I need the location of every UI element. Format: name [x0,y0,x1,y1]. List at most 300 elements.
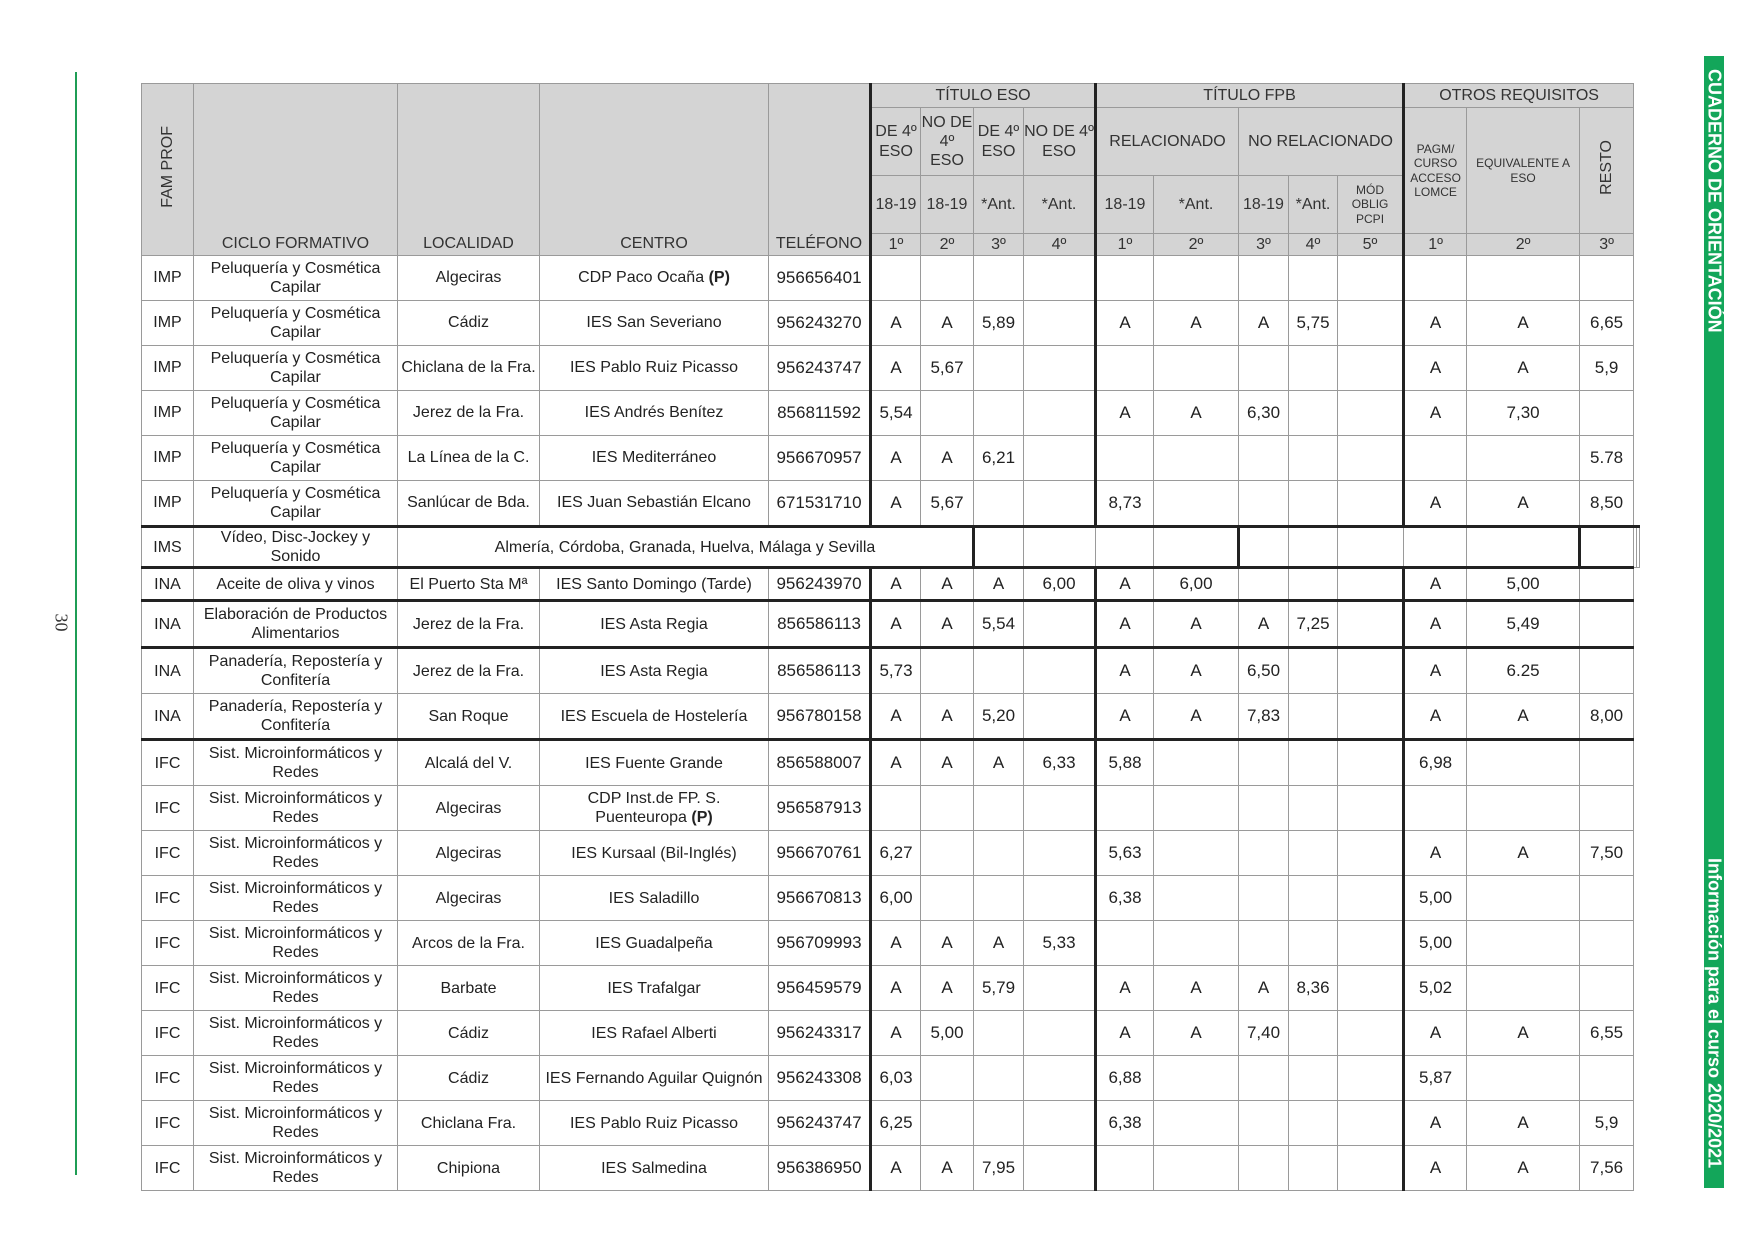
table-row [142,921,1640,966]
cell-telefono: 671531710 [769,481,871,527]
cell-centro [540,1011,769,1056]
cell-grade: A [871,301,921,346]
centro-name: IES Pablo Ruiz Picasso [569,1114,739,1132]
cell-grade: 6,00 [1154,568,1239,601]
header-relacionado: RELACIONADO [1096,108,1239,176]
cell-grade: A [1154,601,1239,648]
cell-grade [1580,568,1634,601]
cell-grade: 5,49 [1467,601,1580,648]
cell-grade [1580,527,1634,568]
cell-telefono: 856811592 [769,391,871,436]
cell-telefono: 956243747 [769,346,871,391]
cell-centro [540,1101,769,1146]
header-centro: CENTRO [540,84,769,256]
cell-grade [921,391,974,436]
cell-grade [1024,1056,1096,1101]
cell-ciclo: Aceite de oliva y vinos [194,568,398,601]
cell-localidad: Jerez de la Fra. [398,648,540,694]
cell-grade [871,256,921,301]
cell-fam: IFC [142,786,194,831]
cell-grade [1096,346,1154,391]
cell-grade [974,527,1024,568]
cell-telefono: 956243970 [769,568,871,601]
cell-grade: 7,83 [1239,694,1289,740]
header-fam-prof: FAM PROF [142,84,194,256]
cell-grade [1239,921,1289,966]
ordinal: 4º [1289,234,1338,256]
cell-grade [1239,831,1289,876]
cell-grade: 6,55 [1580,1011,1634,1056]
side-band-course: Información para el curso 2020/2021 [1704,857,1725,1169]
cell-grade [1289,921,1338,966]
cell-grade [1338,740,1404,786]
cell-other-provinces: Almería, Córdoba, Granada, Huelva, Málaga y Sevilla [398,527,974,568]
table-row [142,527,1640,568]
cell-grade [1404,436,1467,481]
cell-grade: A [921,740,974,786]
cell-grade [1580,601,1634,648]
cell-grade [1404,256,1467,301]
cell-grade [1024,876,1096,921]
cell-grade: A [1096,601,1154,648]
header-eso-de4-b: DE 4º ESO [974,108,1024,176]
cell-localidad: Algeciras [398,256,540,301]
cell-grade [1338,481,1404,527]
cell-grade [1289,876,1338,921]
cell-grade: A [1096,301,1154,346]
cell-grade [1154,740,1239,786]
cell-grade [1154,1056,1239,1101]
cell-grade: 6,98 [1404,740,1467,786]
cell-centro [540,256,769,301]
cell-grade [1239,876,1289,921]
table-row [142,1146,1640,1191]
ordinal: 3º [974,234,1024,256]
centro-name: IES Juan Sebastián Elcano [557,494,751,512]
cell-telefono: 956670957 [769,436,871,481]
cell-grade [1289,1146,1338,1191]
centro-private-tag: (P) [708,269,730,287]
cell-localidad: La Línea de la C. [398,436,540,481]
cell-grade [1239,436,1289,481]
cell-grade [1024,256,1096,301]
cell-grade: 6,25 [871,1101,921,1146]
cell-grade [1154,436,1239,481]
cell-grade [1024,1011,1096,1056]
header-titulo-eso: TÍTULO ESO [871,84,1096,108]
cell-grade: A [1404,1011,1467,1056]
cell-grade: 6,38 [1096,876,1154,921]
cell-fam: IFC [142,1146,194,1191]
cell-grade [1024,527,1096,568]
cell-grade: A [871,694,921,740]
centro-name: IES Guadalpeña [595,934,713,952]
cell-grade [1154,256,1239,301]
cell-telefono: 856586113 [769,648,871,694]
cell-centro [540,966,769,1011]
cell-ciclo: Sist. Microinformáticos y Redes [194,831,398,876]
table-row [142,601,1640,648]
cell-grade [1404,786,1467,831]
cell-grade: 6,03 [871,1056,921,1101]
cell-ciclo: Peluquería y Cosmética Capilar [194,301,398,346]
centro-name: IES Rafael Alberti [591,1024,717,1042]
header-otros-requisitos: OTROS REQUISITOS [1404,84,1634,108]
cell-grade: 7,25 [1289,601,1338,648]
header-telefono: TELÉFONO [769,84,871,256]
cell-ciclo: Vídeo, Disc-Jockey y Sonido [194,527,398,568]
centro-private-tag: (P) [691,809,713,827]
cell-grade: A [871,1146,921,1191]
cell-grade [974,876,1024,921]
ordinal: 3º [1580,234,1634,256]
cell-grade: A [871,921,921,966]
cell-grade: A [921,568,974,601]
header-year-5: 18-19 [1096,176,1154,234]
cell-grade: A [921,921,974,966]
ordinal: 5º [1338,234,1404,256]
cell-grade [1239,1146,1289,1191]
cell-grade [921,786,974,831]
cell-grade [974,1056,1024,1101]
cell-grade [1096,1146,1154,1191]
cell-grade [1338,1101,1404,1146]
cell-grade [974,831,1024,876]
cell-fam: IMP [142,391,194,436]
cell-fam: IMP [142,256,194,301]
cell-grade: A [1154,648,1239,694]
header-ant-4: *Ant. [1024,176,1096,234]
cell-grade [1338,648,1404,694]
cell-grade [1096,527,1154,568]
cell-grade: 5,02 [1404,966,1467,1011]
cell-fam: IFC [142,831,194,876]
cell-fam: INA [142,601,194,648]
centro-name: IES Fuente Grande [585,754,723,772]
cell-fam: IFC [142,921,194,966]
cell-grade [1024,966,1096,1011]
cell-grade: A [1404,694,1467,740]
cell-grade: A [921,1146,974,1191]
cell-grade [1239,346,1289,391]
table-row [142,391,1640,436]
cell-grade [1024,601,1096,648]
cell-grade [1338,1146,1404,1191]
centro-name: IES Asta Regia [600,615,708,633]
cell-fam: INA [142,568,194,601]
page-number: 30 [51,613,72,632]
centro-name: IES Trafalgar [607,979,701,997]
cell-grade: A [1096,391,1154,436]
cell-grade [921,1056,974,1101]
cell-grade: 5,79 [974,966,1024,1011]
cell-grade: A [1467,694,1580,740]
cell-grade [1580,256,1634,301]
header-eso-de4-a: DE 4º ESO [871,108,921,176]
cell-grade [1467,527,1580,568]
cell-grade [1154,786,1239,831]
cell-grade: A [1239,301,1289,346]
cell-grade: A [871,568,921,601]
cell-grade: 6,30 [1239,391,1289,436]
cell-fam: INA [142,648,194,694]
cell-grade: A [1096,966,1154,1011]
cell-grade [1580,921,1634,966]
side-band-title: CUADERNO DE ORIENTACIÓN [1704,69,1725,333]
cell-grade [1289,740,1338,786]
cell-localidad: Cádiz [398,1056,540,1101]
cell-telefono: 856588007 [769,740,871,786]
centro-name: CDP Inst.de FP. S. Puenteuropa [587,790,721,827]
cell-grade: A [921,301,974,346]
cell-grade: 6,21 [974,436,1024,481]
cell-grade [1154,346,1239,391]
cell-grade: A [1467,346,1580,391]
cell-grade [1289,568,1338,601]
cell-ciclo: Sist. Microinformáticos y Redes [194,1056,398,1101]
centro-name: IES Andrés Benítez [584,404,724,422]
cell-grade: A [1096,694,1154,740]
cell-telefono: 956386950 [769,1146,871,1191]
cell-ciclo: Sist. Microinformáticos y Redes [194,740,398,786]
cell-grade: 5,87 [1404,1056,1467,1101]
cell-grade [1289,694,1338,740]
cell-fam: IFC [142,876,194,921]
cell-localidad: Jerez de la Fra. [398,391,540,436]
cell-grade: A [1404,1146,1467,1191]
cell-grade: 8,73 [1096,481,1154,527]
ordinal: 1º [871,234,921,256]
cell-grade [1289,436,1338,481]
cell-grade [1580,786,1634,831]
centro-name: IES Santo Domingo (Tarde) [556,575,752,593]
cell-grade: A [1467,831,1580,876]
header-localidad: LOCALIDAD [398,84,540,256]
table-row [142,301,1640,346]
cell-grade [1338,301,1404,346]
table-row [142,346,1640,391]
table-row [142,481,1640,527]
cell-grade: A [1096,1011,1154,1056]
cell-grade: 6,00 [871,876,921,921]
cell-grade [1154,1101,1239,1146]
cell-centro [540,740,769,786]
cell-ciclo: Panadería, Repostería y Confitería [194,694,398,740]
centro-name: IES San Severiano [586,314,722,332]
cell-grade: A [871,1011,921,1056]
cell-grade: 5,9 [1580,346,1634,391]
cell-grade: A [871,346,921,391]
cell-grade [1580,740,1634,786]
cell-ciclo: Peluquería y Cosmética Capilar [194,436,398,481]
cell-grade [1580,876,1634,921]
header-year-7: 18-19 [1239,176,1289,234]
cell-grade [1289,527,1338,568]
cell-grade: A [871,966,921,1011]
cell-localidad: San Roque [398,694,540,740]
cell-grade [1289,256,1338,301]
header-year-2: 18-19 [921,176,974,234]
cell-grade: 5,00 [1467,568,1580,601]
cell-centro [540,876,769,921]
cell-grade: A [1404,568,1467,601]
cell-grade: A [1467,1011,1580,1056]
cell-grade [1467,876,1580,921]
cell-telefono: 956459579 [769,966,871,1011]
centro-name: IES Asta Regia [600,662,708,680]
cell-grade: 5,67 [921,481,974,527]
cell-grade: 5,89 [974,301,1024,346]
cell-grade [1024,391,1096,436]
cell-grade [1239,527,1289,568]
cell-grade: 7,40 [1239,1011,1289,1056]
cell-grade: A [1404,1101,1467,1146]
cell-grade [1580,966,1634,1011]
header-eso-no4-b: NO DE 4º ESO [1024,108,1096,176]
cell-centro [540,301,769,346]
cell-grade [1239,1101,1289,1146]
table-row [142,1101,1640,1146]
cell-grade [1024,1146,1096,1191]
centro-name: IES Pablo Ruiz Picasso [569,359,739,377]
cell-localidad: Arcos de la Fra. [398,921,540,966]
cell-grade [1024,346,1096,391]
cell-grade [1338,346,1404,391]
header-resto: RESTO [1580,108,1634,234]
cell-grade: A [1239,601,1289,648]
cell-grade: 5,54 [974,601,1024,648]
cell-grade: 6.25 [1467,648,1580,694]
cell-grade [1338,436,1404,481]
cell-grade: A [1239,966,1289,1011]
cell-telefono: 956656401 [769,256,871,301]
cell-grade: A [1404,601,1467,648]
cell-grade: 5,9 [1580,1101,1634,1146]
cell-ciclo: Sist. Microinformáticos y Redes [194,786,398,831]
cell-grade [1338,527,1404,568]
centro-name: IES Kursaal (Bil-Inglés) [571,844,737,862]
cell-localidad: Cádiz [398,301,540,346]
cell-grade: 5,75 [1289,301,1338,346]
cell-grade: A [1154,301,1239,346]
cell-grade: A [1404,346,1467,391]
cell-grade [1338,966,1404,1011]
cell-telefono: 956587913 [769,786,871,831]
table-row [142,786,1640,831]
cell-localidad: Chipiona [398,1146,540,1191]
header-no-relacionado: NO RELACIONADO [1239,108,1404,176]
cell-grade: 5,73 [871,648,921,694]
cell-grade [1338,831,1404,876]
cell-grade [1024,786,1096,831]
cell-grade: 6,27 [871,831,921,876]
cell-grade [921,256,974,301]
cell-grade: 6,88 [1096,1056,1154,1101]
cell-fam: IFC [142,1101,194,1146]
cell-ciclo: Panadería, Repostería y Confitería [194,648,398,694]
cell-centro [540,921,769,966]
cell-telefono: 956243317 [769,1011,871,1056]
cell-fam: IFC [142,1056,194,1101]
cell-centro [540,1056,769,1101]
cell-grade [921,1101,974,1146]
centro-name: IES Fernando Aguilar Quignón [545,1069,763,1087]
cell-grade [974,1101,1024,1146]
centro-name: IES Salmedina [601,1159,707,1177]
cell-fam: IMP [142,481,194,527]
cell-grade [974,786,1024,831]
cell-grade: A [1467,481,1580,527]
cell-grade [1289,1101,1338,1146]
cell-grade: A [974,568,1024,601]
cell-grade: 7,56 [1580,1146,1634,1191]
cell-grade [1289,481,1338,527]
cell-grade [1338,391,1404,436]
cell-grade: A [1154,1011,1239,1056]
cell-grade [1239,1056,1289,1101]
cell-grade [1024,301,1096,346]
cell-grade [1024,648,1096,694]
centro-name: CDP Paco Ocaña [578,269,705,287]
cell-grade [921,648,974,694]
cell-grade: 5,00 [1404,921,1467,966]
cell-grade: A [871,481,921,527]
cell-ciclo: Elaboración de Productos Alimentarios [194,601,398,648]
header-mod-oblig: MÓD OBLIG PCPI [1338,176,1404,234]
cell-grade [1467,256,1580,301]
cell-grade [1338,1056,1404,1101]
cell-grade [1338,921,1404,966]
cell-grade [974,391,1024,436]
header-ant-8: *Ant. [1289,176,1338,234]
cell-localidad: Algeciras [398,786,540,831]
left-margin-rule [75,72,77,1175]
cell-grade: A [1404,481,1467,527]
cell-grade: 7,50 [1580,831,1634,876]
cell-grade [1338,601,1404,648]
cell-ciclo: Sist. Microinformáticos y Redes [194,1011,398,1056]
cell-grade [1289,346,1338,391]
header-equivalente: EQUIVALENTE A ESO [1467,108,1580,234]
cell-grade: 6,38 [1096,1101,1154,1146]
cell-centro [540,481,769,527]
cell-grade [1467,436,1580,481]
cell-grade [974,346,1024,391]
cell-grade: A [1096,648,1154,694]
cell-grade [1289,786,1338,831]
cell-grade: A [974,740,1024,786]
cell-grade: 5,88 [1096,740,1154,786]
header-ciclo: CICLO FORMATIVO [194,84,398,256]
cell-grade: A [921,694,974,740]
cell-fam: IFC [142,966,194,1011]
cell-grade: A [1154,391,1239,436]
cell-grade [1467,966,1580,1011]
ordinal: 3º [1239,234,1289,256]
cell-grade [1338,568,1404,601]
cell-centro [540,436,769,481]
centro-name: IES Escuela de Hostelería [560,707,748,725]
cell-fam: INA [142,694,194,740]
cell-grade: 5,63 [1096,831,1154,876]
cell-grade [974,256,1024,301]
cell-centro [540,346,769,391]
cell-grade [1289,831,1338,876]
cell-grade: 5.78 [1580,436,1634,481]
ordinal: 2º [1467,234,1580,256]
cell-grade [1338,876,1404,921]
cell-grade [1024,694,1096,740]
